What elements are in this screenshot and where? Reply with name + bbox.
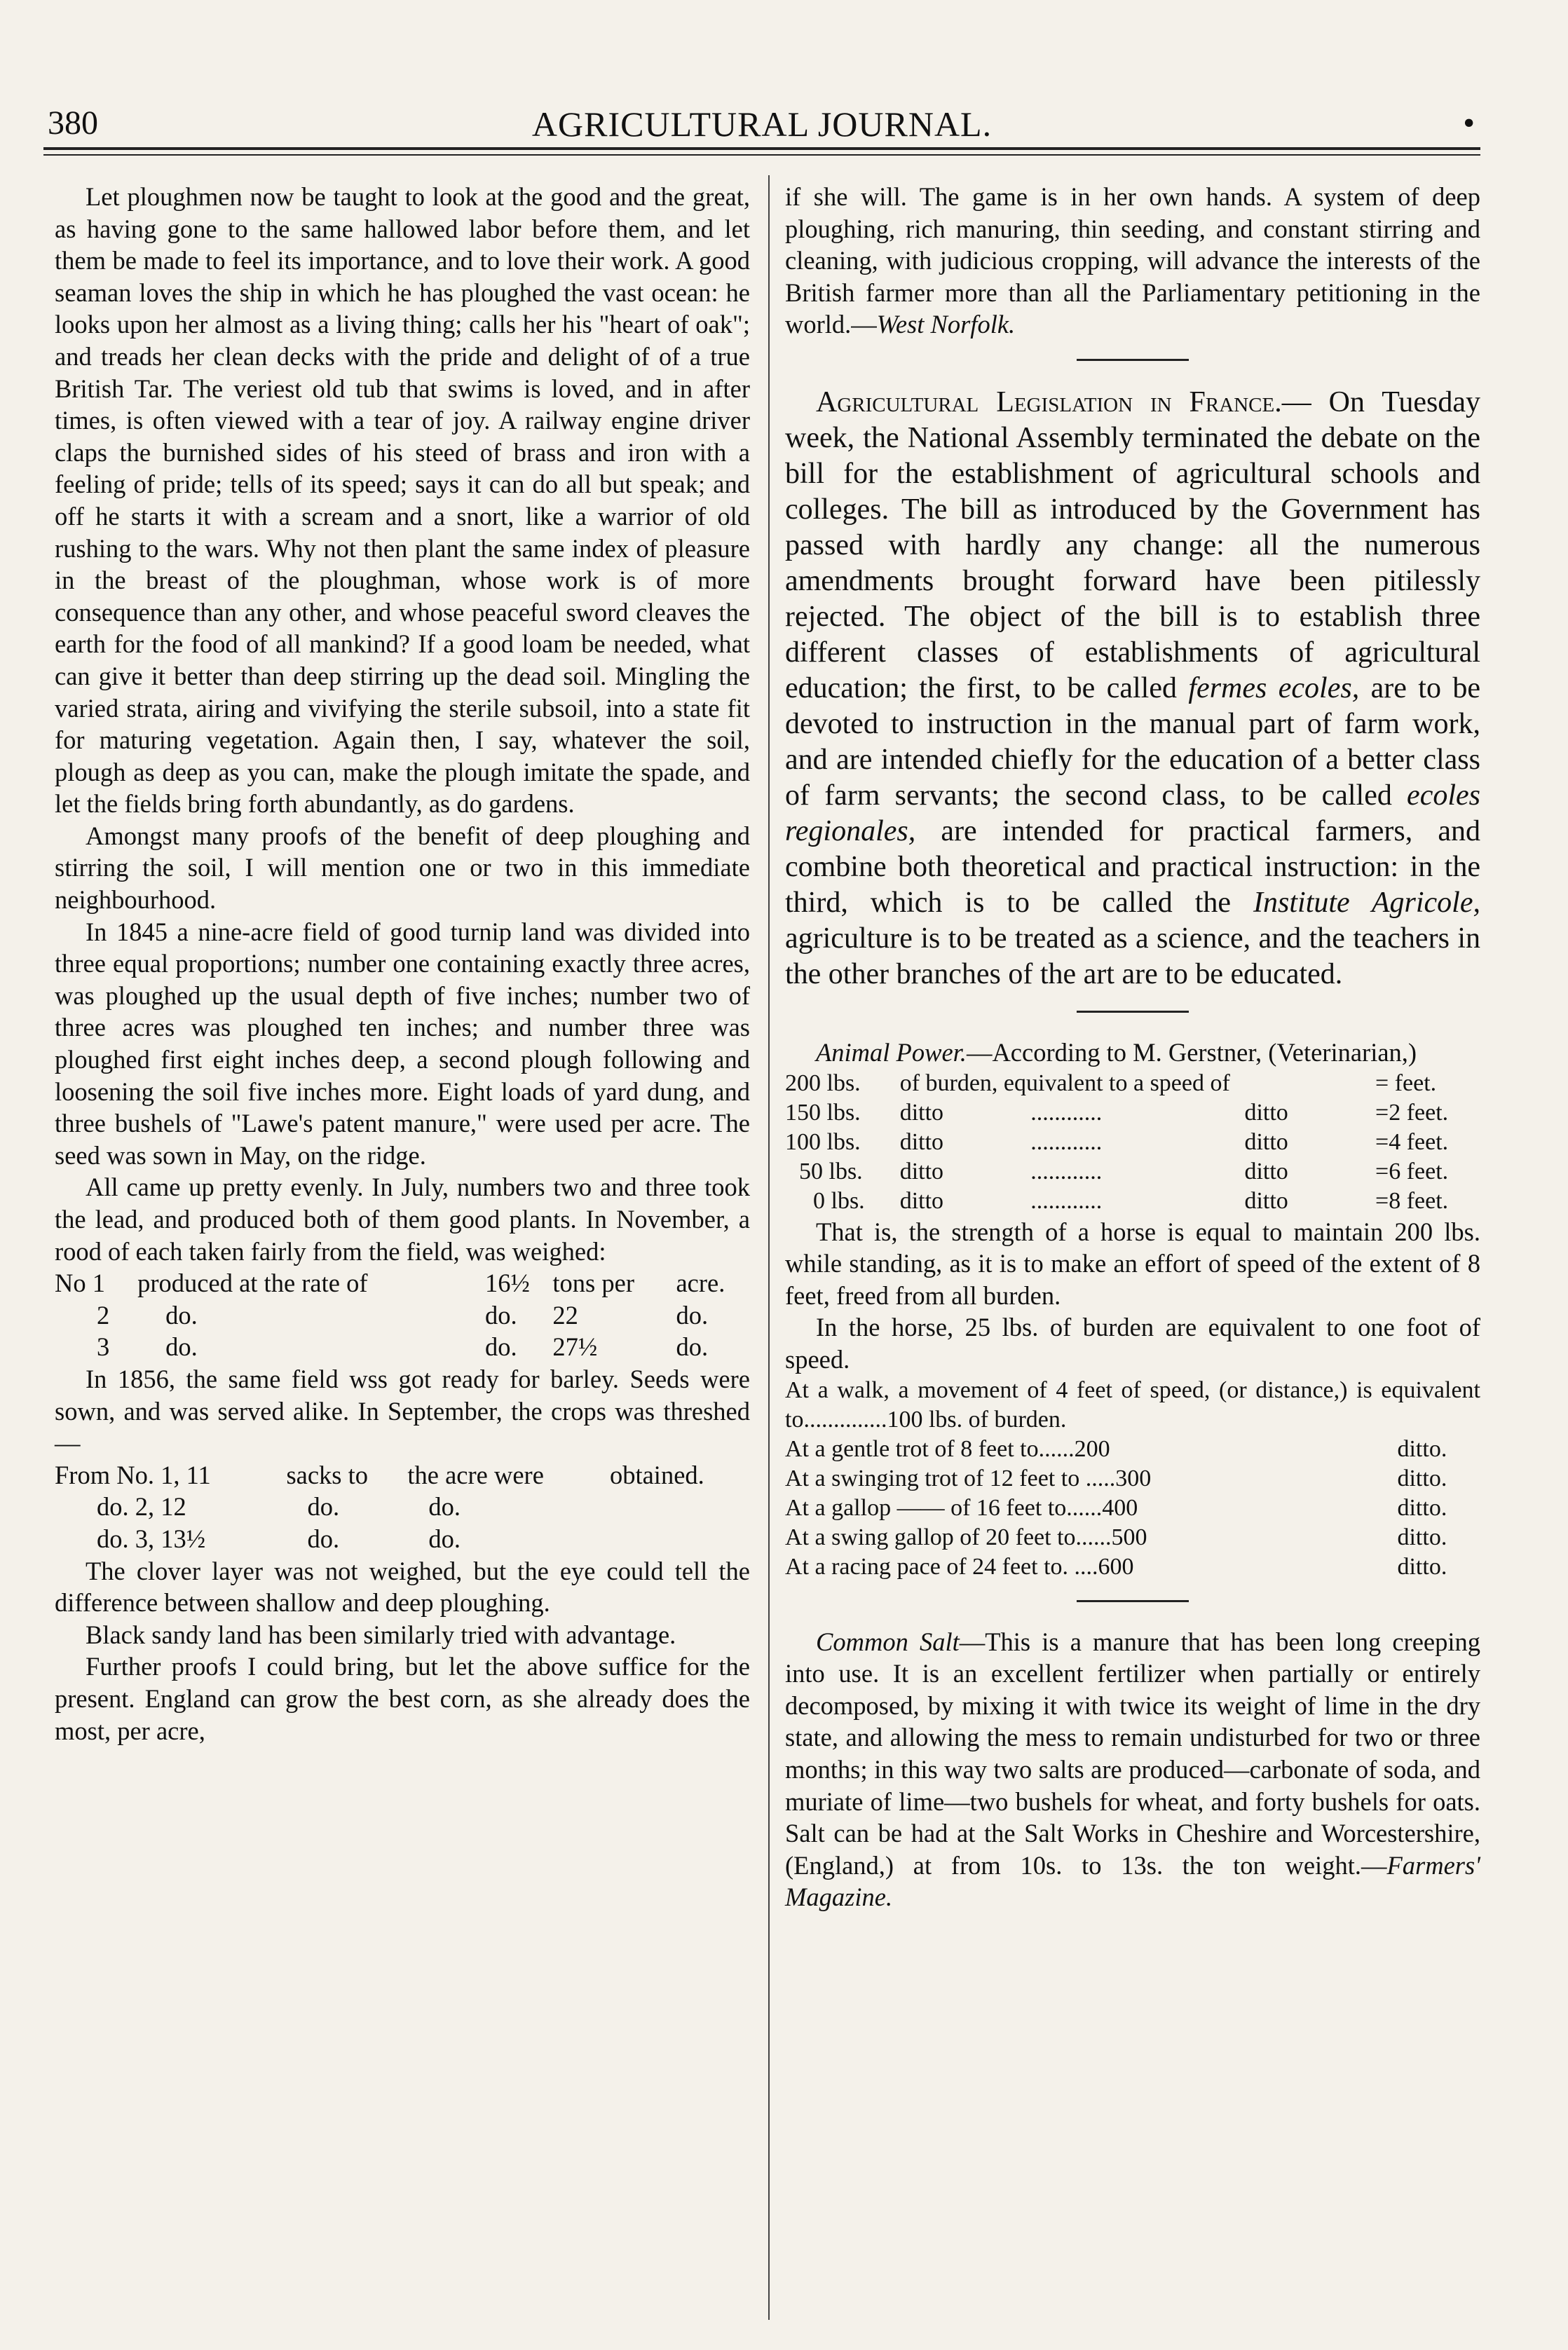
right-column: [785, 181, 1480, 1913]
gait-table: [785, 1435, 1480, 1582]
table-cell: At a swing gallop of 20 feet to......500: [785, 1524, 1147, 1550]
table-cell: ditto: [1244, 1099, 1288, 1126]
table-row: [785, 1128, 1480, 1157]
table-cell: ditto.: [1397, 1553, 1447, 1580]
article-paragraph: That is, the strength of a horse is equal to maintain 200 lbs. while standing, as it is to make an effort of speed of the extent of 8 feet, freed from all burden.: [785, 1217, 1480, 1310]
table-row: [55, 1491, 750, 1523]
table-cell: the acre were: [407, 1460, 544, 1489]
table-cell: ............: [1030, 1158, 1103, 1184]
page-number: 380: [48, 104, 98, 142]
table-row: [785, 1435, 1480, 1464]
section-heading: Agricultural Legislation in France.—: [816, 385, 1311, 418]
table-cell: ............: [1030, 1187, 1103, 1214]
article-paragraph: [785, 181, 1480, 341]
gait-intro: At a walk, a movement of 4 feet of speed, (or distance,) is equivalent to..............100 lbs. of burden.: [785, 1376, 1480, 1433]
italic-term: fermes ecoles,: [1188, 671, 1360, 704]
table-cell: ............: [1030, 1128, 1103, 1155]
table-cell: ditto.: [1397, 1435, 1447, 1462]
column-divider: [768, 175, 770, 2320]
table-cell: do. 3, 13½: [97, 1524, 206, 1553]
article-paragraph: In 1856, the same field wss got ready for barley. Seeds were sown, and was served alike. In September, the crops was threshed—: [55, 1364, 750, 1458]
unit: feet.: [1394, 1070, 1437, 1096]
paragraph-text: —This is a manure that has been long creeping into use. It is an excellent fertilizer when partially or entirely decomposed, by mixing it with twice its weight of lime in the dry state, and allowing the mess to remain undisturbed for two or three months; in this way two salts are produced—carbonate of soda, and muriate of lime—two bushels for wheat, and forty bushels for oats. Salt can be had at the Salt Works in Cheshire and Worcestershire, (England,) at from 10s. to 13s. the ton weight.—: [785, 1627, 1480, 1880]
turnip-yield-table: [55, 1267, 750, 1363]
header-mark: •: [1463, 104, 1475, 142]
table-cell: =2 feet.: [1375, 1099, 1449, 1126]
table-cell: do.: [428, 1524, 461, 1553]
table-cell: ............: [1030, 1099, 1103, 1126]
table-cell: do.: [484, 1332, 517, 1362]
table-cell: acre.: [676, 1269, 725, 1298]
table-row: [785, 1098, 1480, 1128]
running-title: AGRICULTURAL JOURNAL.: [531, 104, 993, 144]
table-row: [55, 1331, 750, 1363]
table-cell: ditto: [1244, 1187, 1288, 1214]
table-cell: 27½: [552, 1332, 598, 1362]
table-row: [55, 1523, 750, 1555]
section-heading: Animal Power.: [816, 1037, 967, 1067]
table-cell: ditto: [899, 1158, 944, 1184]
table-cell: 22: [552, 1300, 578, 1330]
table-cell: ditto.: [1397, 1465, 1447, 1491]
table-cell: ditto: [899, 1128, 944, 1155]
article-paragraph: Amongst many proofs of the benefit of deep ploughing and stirring the soil, I will mention one or two in this immediate neighbourhood.: [55, 821, 750, 915]
source-credit: Farmers' Magazine.: [785, 1850, 1480, 1912]
article-paragraph: Further proofs I could bring, but let the above suffice for the present. England can grow the best corn, as she already does the most, per acre,: [55, 1652, 750, 1745]
france-article: [785, 385, 1480, 992]
table-cell: ditto.: [1397, 1494, 1447, 1521]
italic-term: ecoles regionales,: [785, 779, 1480, 847]
table-cell: [1375, 1069, 1480, 1098]
article-paragraph: Let ploughmen now be taught to look at the good and the great, as having gone to the same hallowed labor before them, and let them be made to feel its importance, and to love their work. A good seaman loves the ship in which he has ploughed the vast ocean: he looks upon her almost as a living thing; calls her his "heart of oak"; and treads her clean decks with the pride and delight of of a true British Tar. The veriest old tub that swims is loved, and in after times, is often viewed with a tear of joy. A railway engine driver claps the burnished sides of his steed of brass and iron with a feeling of pride; tells of its speed; says it can do all but speak; and off he starts it with a scream and a snort, like a warrior of old rushing to the wars. Why not then plant the same index of pleasure in the breast of the ploughman, whose work is of more consequence than any other, and whose peaceful sword cleaves the earth for the food of all mankind? If a good loam be needed, what can give it better than deep stirring up the dead soil. Mingling the varied strata, airing and vivifying the sterile subsoil, into a state fit for maturing vegetation. Again then, I say, whatever the soil, plough as deep as you can, make the plough imitate the spade, and let the fields bring forth abundantly, as do gardens.: [55, 182, 750, 819]
table-cell: ditto: [1244, 1128, 1288, 1155]
table-cell: do.: [428, 1492, 461, 1522]
paragraph-text: —According to M. Gerstner, (Veterinarian,): [966, 1037, 1417, 1067]
common-salt-article: [785, 1626, 1480, 1913]
table-cell: produced at the rate of: [137, 1269, 368, 1298]
table-row: [55, 1459, 750, 1491]
left-column: [55, 181, 750, 1747]
article-paragraph: The clover layer was not weighed, but the eye could tell the difference between shallow and deep ploughing.: [55, 1556, 750, 1618]
header-rule-thin: [43, 154, 1480, 156]
table-cell: From No. 1, 11: [55, 1460, 211, 1489]
animal-power-intro: [785, 1037, 1480, 1069]
article-paragraph: All came up pretty evenly. In July, numbers two and three took the lead, and produced both of them good plants. In November, a rood of each taken fairly from the field, was weighed:: [55, 1173, 750, 1266]
article-paragraph: Black sandy land has been similarly tried with advantage.: [86, 1620, 676, 1649]
table-cell: do.: [307, 1524, 340, 1553]
paragraph-text: are to be devoted to instruction in the manual part of farm work, and are intended chiefly for the education of a better class of farm servants; the second class, to be called: [785, 671, 1480, 812]
table-cell: ditto: [899, 1187, 944, 1214]
table-cell: 50 lbs.: [799, 1158, 863, 1184]
table-row: [785, 1187, 1480, 1216]
table-cell: sacks to: [286, 1460, 369, 1489]
table-cell: do.: [676, 1332, 709, 1362]
table-cell: 3: [97, 1332, 110, 1362]
table-cell: =4 feet.: [1375, 1128, 1449, 1155]
table-row: [785, 1494, 1480, 1523]
table-row: [55, 1299, 750, 1332]
table-cell: obtained.: [609, 1460, 704, 1489]
table-cell: 0 lbs.: [813, 1187, 865, 1214]
section-divider: [1077, 1011, 1189, 1013]
table-row: [55, 1267, 750, 1299]
article-paragraph: In 1845 a nine-acre field of good turnip land was divided into three equal proportions; number one containing exactly three acres, was ploughed up the usual depth of five inches; number two of three acres was ploughed ten inches; and number three was ploughed first eight inches deep, a second plough following and loosening the soil five inches more. Eight loads of yard dung, and three bushels of "Lawe's patent manure," were used per acre. The seed was sown in May, on the ridge.: [55, 917, 750, 1170]
table-cell: 100 lbs.: [785, 1128, 861, 1155]
section-divider: [1077, 359, 1189, 361]
table-row: [785, 1523, 1480, 1552]
table-cell: =8 feet.: [1375, 1187, 1449, 1214]
table-row: [785, 1069, 1480, 1098]
table-cell: [610, 1523, 750, 1555]
article-paragraph: In the horse, 25 lbs. of burden are equivalent to one foot of speed.: [785, 1313, 1480, 1374]
page-header: [43, 98, 1480, 154]
table-cell: do.: [307, 1492, 340, 1522]
table-cell: 150 lbs.: [785, 1099, 861, 1126]
table-cell: 16½: [484, 1269, 530, 1298]
section-divider: [1077, 1600, 1189, 1602]
table-row: [785, 1464, 1480, 1494]
table-cell: =6 feet.: [1375, 1158, 1449, 1184]
table-cell: 200 lbs.: [785, 1070, 861, 1096]
burden-speed-table: [785, 1069, 1480, 1216]
table-cell: ditto: [899, 1099, 944, 1126]
table-cell: At a gallop —— of 16 feet to......400: [785, 1494, 1138, 1521]
table-cell: do.: [165, 1332, 198, 1362]
table-cell: At a swinging trot of 12 feet to .....300: [785, 1465, 1152, 1491]
table-cell: [610, 1491, 750, 1523]
barley-yield-table: [55, 1459, 750, 1555]
italic-term: Institute Agricole,: [1253, 886, 1480, 919]
section-heading: Common Salt: [816, 1627, 960, 1656]
table-cell: 2: [97, 1300, 110, 1330]
equals-sign: =: [1375, 1070, 1389, 1096]
paragraph-text: On Tuesday week, the National Assembly terminated the debate on the bill for the establishment of agricultural schools and colleges. The bill as introduced by the Government has passed with hardly any change: all the numerous amendments brought forward have been pitilessly rejected. The object of the bill is to establish three different classes of establishments of agricultural education; the first, to be called: [785, 385, 1481, 704]
table-cell: ditto: [1244, 1158, 1288, 1184]
table-cell: do.: [484, 1300, 517, 1330]
source-credit: West Norfolk.: [876, 310, 1016, 339]
table-cell: No 1: [55, 1269, 105, 1298]
table-row: [785, 1157, 1480, 1187]
table-cell: At a gentle trot of 8 feet to......200: [785, 1435, 1110, 1462]
table-cell: do.: [676, 1300, 709, 1330]
table-cell: do.: [165, 1300, 198, 1330]
table-cell: of burden, equivalent to a speed of: [899, 1070, 1230, 1096]
header-rule: [43, 147, 1480, 150]
paragraph-text: if she will. The game is in her own hands. A system of deep ploughing, rich manuring, thin seeding, and constant stirring and cleaning, with judicious cropping, will advance the interests of the British farmer more than all the Parliamentary petitioning in the world.—: [785, 182, 1480, 339]
paragraph-text: agriculture is to be treated as a science, and the teachers in the other branches of the art are to be educated.: [785, 922, 1480, 990]
table-row: [785, 1552, 1480, 1582]
paragraph-text: are intended for practical farmers, and combine both theoretical and practical instruction: in the third, which is to be called the: [785, 814, 1480, 919]
table-cell: tons per: [552, 1269, 634, 1298]
table-cell: ditto.: [1397, 1524, 1447, 1550]
table-cell: do. 2, 12: [97, 1492, 186, 1522]
table-cell: At a racing pace of 24 feet to. ....600: [785, 1553, 1134, 1580]
